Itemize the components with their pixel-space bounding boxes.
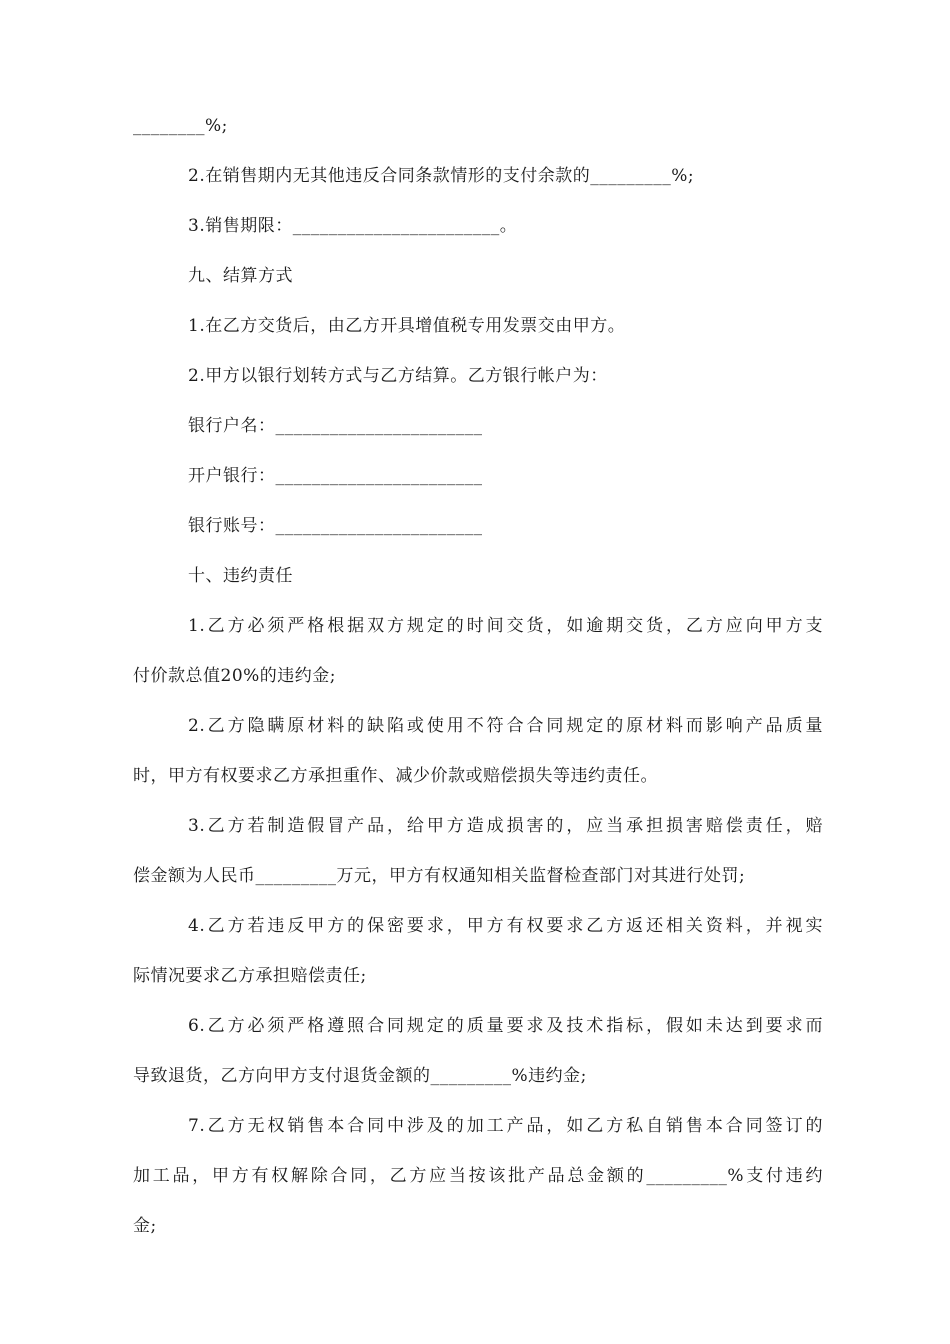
text-line-settlement-1: 1.在乙方交货后，由乙方开具增值税专用发票交由甲方。 <box>188 316 626 336</box>
text-line-liability-1b: 付价款总值20%的违约金; <box>133 666 337 686</box>
text-line-liability-7a: 7.乙方无权销售本合同中涉及的加工产品，如乙方私自销售本合同签订的 <box>188 1116 823 1136</box>
text-line-bank-account-number: 银行账号：_______________________ <box>188 516 483 536</box>
text-line-liability-4b: 际情况要求乙方承担赔偿责任; <box>133 966 367 986</box>
text-line-liability-2b: 时，甲方有权要求乙方承担重作、减少价款或赔偿损失等违约责任。 <box>133 766 658 786</box>
text-line-bank-name: 开户银行：_______________________ <box>188 466 483 486</box>
text-line-liability-7c: 金; <box>133 1216 157 1236</box>
section-heading-settlement: 九、结算方式 <box>188 266 293 286</box>
text-line-liability-7b: 加工品，甲方有权解除合同，乙方应当按该批产品总金额的_________%支付违约 <box>133 1166 823 1186</box>
text-line-liability-3a: 3.乙方若制造假冒产品，给甲方造成损害的，应当承担损害赔偿责任，赔 <box>188 816 823 836</box>
text-line-settlement-2: 2.甲方以银行划转方式与乙方结算。乙方银行帐户为： <box>188 366 608 386</box>
text-line-clause-3: 3.销售期限：_______________________。 <box>188 216 518 236</box>
section-heading-liability: 十、违约责任 <box>188 566 293 586</box>
text-line-liability-2a: 2.乙方隐瞒原材料的缺陷或使用不符合合同规定的原材料而影响产品质量 <box>188 716 823 736</box>
text-line-percent-blank: ________%; <box>133 116 228 136</box>
text-line-liability-6b: 导致退货，乙方向甲方支付退货金额的_________%违约金; <box>133 1066 587 1086</box>
text-line-liability-6a: 6.乙方必须严格遵照合同规定的质量要求及技术指标，假如未达到要求而 <box>188 1016 823 1036</box>
text-line-clause-2: 2.在销售期内无其他违反合同条款情形的支付余款的_________%; <box>188 166 695 186</box>
text-line-bank-account-name: 银行户名：_______________________ <box>188 416 483 436</box>
text-line-liability-1a: 1.乙方必须严格根据双方规定的时间交货，如逾期交货，乙方应向甲方支 <box>188 616 823 636</box>
text-line-liability-3b: 偿金额为人民币_________万元，甲方有权通知相关监督检查部门对其进行处罚; <box>133 866 746 886</box>
text-line-liability-4a: 4.乙方若违反甲方的保密要求，甲方有权要求乙方返还相关资料，并视实 <box>188 916 823 936</box>
